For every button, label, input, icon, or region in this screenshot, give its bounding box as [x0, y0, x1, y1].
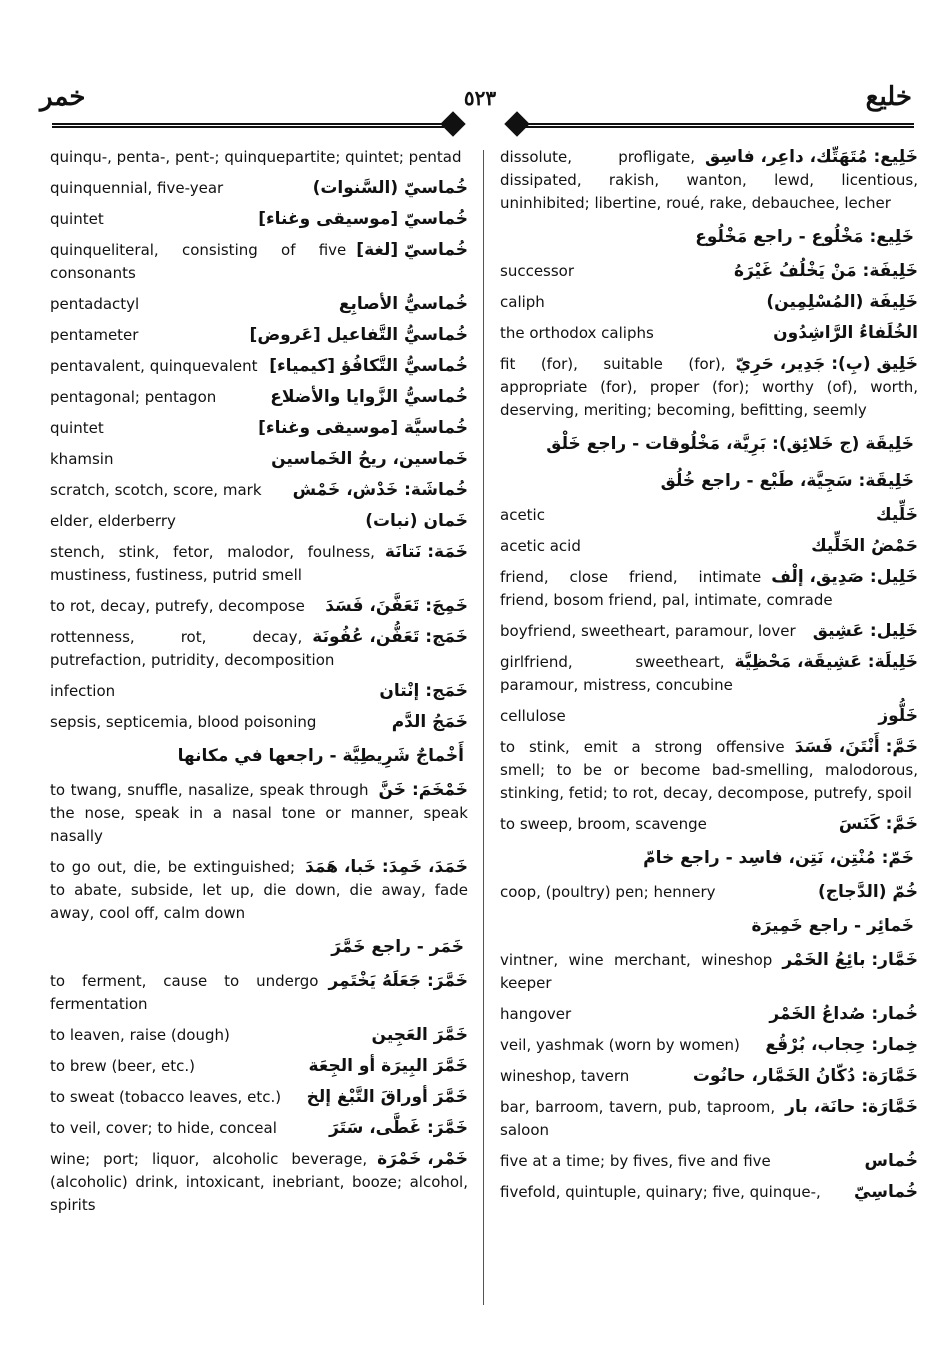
- arabic-headword: خُماسيَّة [موسيقى وغناء]: [258, 418, 468, 438]
- english-definition: sepsis, septicemia, blood poisoning: [50, 713, 317, 731]
- arabic-headword: خُماسيُّ التَّكافُؤ [كيمياء]: [269, 356, 468, 376]
- arabic-headword: خَمائِر - راجع خَمِيرَة: [751, 916, 914, 936]
- dictionary-entry: [50, 1117, 468, 1140]
- english-definition: to rot, decay, putrefy, decompose: [50, 597, 305, 615]
- arabic-headword: خَمْخَمَ: خَنَّ: [378, 780, 468, 800]
- arabic-headword: خَمِجَ: تَعَفَّنَ، فَسَدَ: [325, 596, 468, 616]
- english-definition: pentameter: [50, 326, 139, 344]
- arabic-headword: خَلِيلَة: عَشِيقَة، مَحْظِيَّة: [734, 652, 918, 672]
- english-definition: to go out, die, be extinguished; to abate, subside, let up, die down, die away, fade away, cool off, calm down: [50, 858, 468, 922]
- arabic-headword: خَمَّ: أَنْتَنَ، فَسَدَ: [794, 737, 918, 757]
- arabic-headword: الخُلَفاءُ الرَّاشِدُون: [773, 323, 918, 343]
- arabic-headword: خَمَدَ، خَمِدَ: خَبا، هَمَدَ: [305, 857, 468, 877]
- arabic-headword: خُماسيُّ الأصابِع: [338, 294, 468, 314]
- dictionary-entry: [500, 1096, 918, 1142]
- english-definition: coop, (poultry) pen; hennery: [500, 883, 716, 901]
- arabic-headword: خَمَّرَ العَجِين: [371, 1025, 468, 1045]
- english-definition: dissolute, profligate, dissipated, rakish, wanton, lewd, licentious, uninhibited; libertine, roué, rake, debauchee, lecher: [500, 148, 918, 212]
- english-definition: boyfriend, sweetheart, paramour, lover: [500, 622, 796, 640]
- english-definition: to twang, snuffle, nasalize, speak through the nose, speak in a nasal tone or manner, speak nasally: [50, 781, 468, 845]
- dictionary-entry: [50, 1024, 468, 1047]
- arabic-headword: خَلِيفَة: مَنْ يَخْلُفُ غَيْرَهُ: [733, 261, 918, 281]
- arabic-headword: خَلُّوز: [878, 706, 918, 726]
- dictionary-entry: [500, 949, 918, 995]
- english-definition: to veil, cover; to hide, conceal: [50, 1119, 277, 1137]
- english-definition: successor: [500, 262, 575, 280]
- dictionary-entry: [500, 223, 918, 252]
- english-definition: veil, yashmak (worn by women): [500, 1036, 740, 1054]
- english-definition: wine; port; liquor, alcoholic beverage, (alcoholic) drink, intoxicant, inebriant, booze; alcohol, spirits: [50, 1150, 468, 1214]
- dictionary-entry: [50, 595, 468, 618]
- dictionary-entry: [500, 467, 918, 496]
- dictionary-entry: [500, 535, 918, 558]
- english-definition: to leaven, raise (dough): [50, 1026, 230, 1044]
- dictionary-entry: [50, 386, 468, 409]
- arabic-headword: خُماسِيّ: [854, 1182, 918, 1202]
- dictionary-entry: [50, 541, 468, 587]
- dictionary-entry: [500, 705, 918, 728]
- english-definition: pentavalent, quinquevalent: [50, 357, 258, 375]
- page-header: [0, 0, 946, 150]
- arabic-headword: خَمان (نبات): [365, 511, 468, 531]
- dictionary-entry: [50, 324, 468, 347]
- dictionary-entry: [50, 1055, 468, 1078]
- arabic-headword: خِمار: حِجاب، بُرْقُع: [765, 1035, 918, 1055]
- arabic-headword: خُماس: [864, 1151, 918, 1171]
- english-definition: quinquennial, five-year: [50, 179, 224, 197]
- english-definition: to sweep, broom, scavenge: [500, 815, 707, 833]
- english-definition: elder, elderberry: [50, 512, 176, 530]
- arabic-headword: خَلِيق (بِ): جَدِير، حَرِيّ: [735, 354, 918, 374]
- dictionary-entry: [500, 260, 918, 283]
- arabic-headword: خَلِّيك: [876, 505, 918, 525]
- dictionary-entry: [500, 813, 918, 836]
- dictionary-entry: [500, 1181, 918, 1204]
- arabic-headword: خَلِيفَة (المُسْلِمِين): [766, 292, 918, 312]
- english-definition: cellulose: [500, 707, 566, 725]
- dictionary-entry: [500, 912, 918, 941]
- page-number: ٥٢٣: [463, 86, 497, 110]
- english-definition: quinqueliteral, consisting of five consonants: [50, 241, 347, 282]
- arabic-headword: خَلِيقَة: سَجِيَّة، طَبْع - راجع خُلُق: [660, 471, 914, 491]
- arabic-headword: خَمْر، خَمْرَة: [377, 1149, 468, 1169]
- diamond-ornament-left: [440, 111, 465, 136]
- dictionary-entry: [500, 146, 918, 215]
- header-rule-right: [522, 123, 914, 128]
- dictionary-entry: [500, 1034, 918, 1057]
- arabic-headword: خَمَّرَ البِيرَة أو الجِعَة: [308, 1056, 468, 1076]
- arabic-headword: خُماسيُّ الزَّوايا والأضلاع: [270, 387, 468, 407]
- dictionary-entry: [500, 881, 918, 904]
- english-definition: stench, stink, fetor, malodor, foulness, mustiness, fustiness, putrid smell: [50, 543, 375, 584]
- dictionary-entry: [500, 620, 918, 643]
- dictionary-entry: [500, 322, 918, 345]
- english-definition: scratch, scotch, score, mark: [50, 481, 262, 499]
- dictionary-entry: [50, 355, 468, 378]
- arabic-headword: خَلِيل: عَشِيق: [812, 621, 918, 641]
- header-rule-left: [52, 123, 444, 128]
- english-definition: quinqu-, penta-, pent-; quinquepartite; quintet; pentad: [50, 148, 462, 166]
- english-definition: infection: [50, 682, 116, 700]
- dictionary-entry: [500, 504, 918, 527]
- english-definition: the orthodox caliphs: [500, 324, 654, 342]
- english-definition: acetic acid: [500, 537, 581, 555]
- arabic-headword: خَمَّرَ أوراقَ التَّبْغ إلخ: [306, 1087, 468, 1107]
- english-definition: quintet: [50, 210, 104, 228]
- dictionary-entry: [50, 711, 468, 734]
- arabic-headword: خُماسيّ [موسيقى وغناء]: [258, 209, 468, 229]
- dictionary-entry: [500, 291, 918, 314]
- arabic-headword: خُماسيّ (السَّنوات): [312, 178, 468, 198]
- dictionary-entry: [50, 510, 468, 533]
- dictionary-entry: [50, 417, 468, 440]
- arabic-headword: خَلِيل: صَدِيق، إلْف: [771, 567, 918, 587]
- dictionary-entry: [500, 353, 918, 422]
- dictionary-entry: [50, 1086, 468, 1109]
- arabic-headword: خَمَّارَة: دُكّانُ الخَمَّار، حانُوت: [692, 1066, 918, 1086]
- arabic-headword: خَلِيقَة (ج خَلائِق): بَرِيَّة، مَخْلُوقات - راجع خَلْق: [546, 434, 914, 454]
- left-column: [50, 146, 468, 1225]
- english-definition: hangover: [500, 1005, 572, 1023]
- arabic-headword: خُمار: صُداعُ الخَمْر: [769, 1004, 918, 1024]
- arabic-headword: خُمّ (الدَّجاج): [818, 882, 918, 902]
- english-definition: girlfriend, sweetheart, paramour, mistress, concubine: [500, 653, 733, 694]
- arabic-headword: حَمْضُ الخَلِّيك: [811, 536, 918, 556]
- english-definition: caliph: [500, 293, 545, 311]
- arabic-headword: خَمّ: مُنْتِن، نَتِن، فاسِد - راجع خامّ: [643, 848, 914, 868]
- english-definition: five at a time; by fives, five and five: [500, 1152, 771, 1170]
- dictionary-entry: [50, 933, 468, 962]
- english-definition: fit (for), suitable (for), appropriate (for), proper (for); worthy (of), worth, deserving, meriting; becoming, befitting, seemly: [500, 355, 918, 419]
- arabic-headword: خَمَّرَ: غَطَّى، سَتَرَ: [329, 1118, 468, 1138]
- dictionary-entry: [500, 1003, 918, 1026]
- arabic-headword: خَمَّ: كَنَسَ: [838, 814, 918, 834]
- dictionary-entry: [50, 970, 468, 1016]
- arabic-headword: خُماسيُّ التَّفاعيل [عَروض]: [249, 325, 468, 345]
- english-definition: khamsin: [50, 450, 114, 468]
- arabic-headword: خَلِيع: مَخْلُوع - راجع مَخْلُوع: [695, 227, 914, 247]
- english-definition: to sweat (tobacco leaves, etc.): [50, 1088, 282, 1106]
- dictionary-entry: [500, 1150, 918, 1173]
- arabic-headword: خُماشَة: خَدْش، خَمْش: [292, 480, 468, 500]
- english-definition: quintet: [50, 419, 104, 437]
- right-column: [500, 146, 918, 1212]
- dictionary-entry: [50, 177, 468, 200]
- dictionary-entry: [50, 856, 468, 925]
- column-divider: [483, 150, 484, 1305]
- guide-word-left: خمر: [40, 82, 86, 112]
- dictionary-entry: [500, 844, 918, 873]
- dictionary-entry: [50, 239, 468, 285]
- english-definition: pentagonal; pentagon: [50, 388, 217, 406]
- english-definition: friend, close friend, intimate friend, bosom friend, pal, intimate, comrade: [500, 568, 833, 609]
- english-definition: rottenness, rot, decay, putrefaction, putridity, decomposition: [50, 628, 335, 669]
- arabic-headword: خَمَّرَ: جَعَلَهُ يَخْتَمِر: [328, 971, 468, 991]
- english-definition: vintner, wine merchant, wineshop keeper: [500, 951, 773, 992]
- english-definition: fivefold, quintuple, quinary; five, quinque-,: [500, 1183, 821, 1201]
- english-definition: to stink, emit a strong offensive smell; to be or become bad-smelling, malodorous, stinking, fetid; to rot, decay, decompose, putrefy, spoil: [500, 738, 918, 802]
- dictionary-entry: [50, 208, 468, 231]
- guide-word-right: خليع: [865, 82, 912, 112]
- dictionary-entry: [50, 742, 468, 771]
- english-definition: to brew (beer, etc.): [50, 1057, 195, 1075]
- arabic-headword: خَلِيع: مُتَهَتِّك، داعِر، فاسِق: [705, 147, 918, 167]
- arabic-headword: خَماسين، ريحُ الخَماسين: [271, 449, 468, 469]
- english-definition: bar, barroom, tavern, pub, taproom, saloon: [500, 1098, 776, 1139]
- arabic-headword: خَمَج: تَعَفُّن، عُفُونَة: [312, 627, 468, 647]
- arabic-headword: خَمَّارَة: حانَة، بار: [785, 1097, 918, 1117]
- dictionary-entry: [50, 479, 468, 502]
- dictionary-entry: [50, 448, 468, 471]
- english-definition: to ferment, cause to undergo fermentation: [50, 972, 319, 1013]
- dictionary-entry: [500, 566, 918, 612]
- arabic-headword: خَمَر - راجع خَمَّرَ: [331, 937, 464, 957]
- dictionary-entry: [500, 651, 918, 697]
- dictionary-entry: [50, 626, 468, 672]
- dictionary-entry: [50, 680, 468, 703]
- dictionary-entry: [500, 736, 918, 805]
- dictionary-entry: [500, 1065, 918, 1088]
- dictionary-entry: [50, 293, 468, 316]
- english-definition: acetic: [500, 506, 545, 524]
- dictionary-entry: [500, 430, 918, 459]
- dictionary-entry: [50, 779, 468, 848]
- english-definition: wineshop, tavern: [500, 1067, 630, 1085]
- arabic-headword: خُماسيّ [لغة]: [356, 240, 468, 260]
- arabic-headword: خَمَّار: بائِعُ الخَمْر: [782, 950, 918, 970]
- arabic-headword: خَمَجُ الدَّم: [391, 712, 468, 732]
- english-definition: pentadactyl: [50, 295, 140, 313]
- dictionary-entry: [50, 146, 468, 169]
- arabic-headword: خَمَة: نَتانَة: [384, 542, 468, 562]
- arabic-headword: خَمَج: إنْتان: [379, 681, 468, 701]
- arabic-headword: أَخْماجٌ شَرِيطِيَّة - راجعها في مكانها: [177, 746, 464, 766]
- dictionary-entry: [50, 1148, 468, 1217]
